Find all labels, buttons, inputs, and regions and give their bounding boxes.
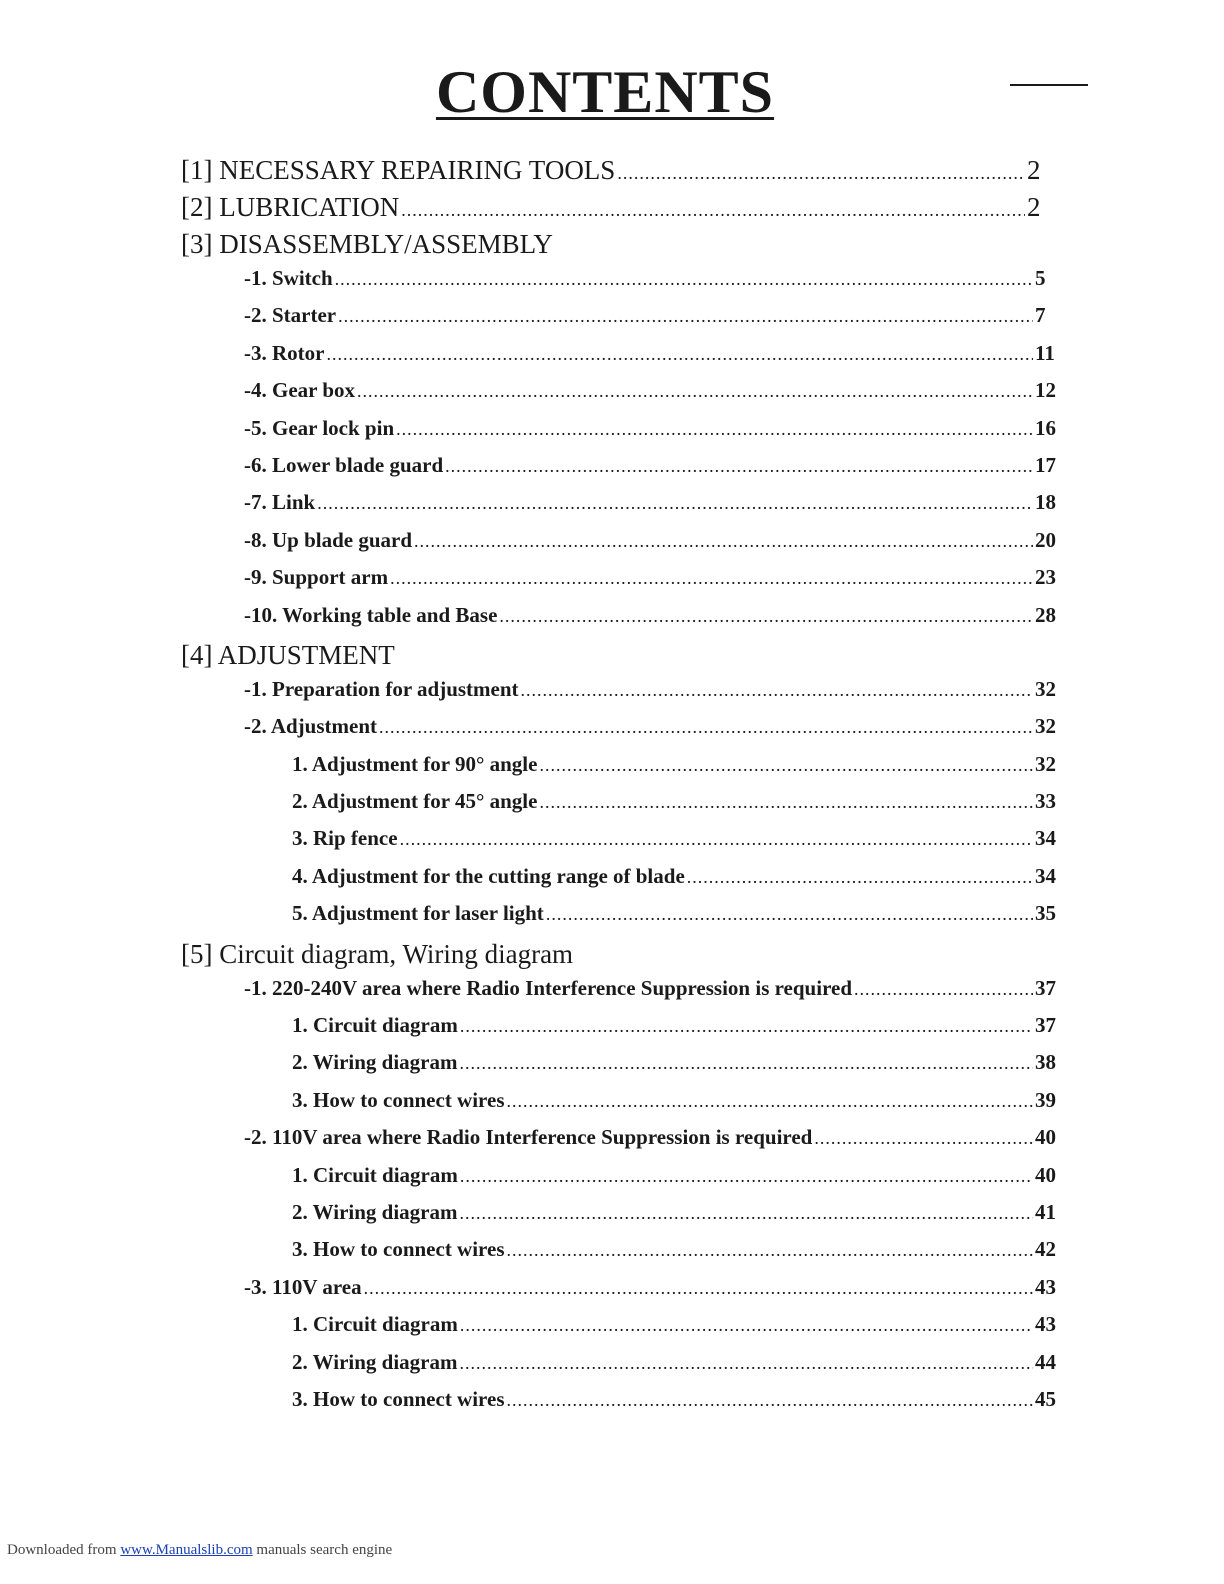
- toc-entry-page: 5: [1035, 266, 1046, 290]
- toc-entry-page: 12: [1035, 378, 1056, 403]
- toc-entry[interactable]: [0, 378, 1059, 415]
- toc-entry-page: 17: [1035, 452, 1056, 477]
- dot-leader: [335, 269, 1033, 290]
- toc-entry-page: 2: [1027, 192, 1041, 222]
- toc-entry-label: 1. Circuit diagram: [292, 1162, 458, 1187]
- toc-entry-label: -9. Support arm: [244, 565, 389, 590]
- dot-leader: [357, 381, 1033, 402]
- dot-leader: [854, 979, 1033, 1000]
- footer-suffix: manuals search engine: [256, 1542, 393, 1558]
- toc-entry-label: 5. Adjustment for laser light: [292, 901, 544, 926]
- toc-entry-label: -1. 220-240V area where Radio Interference Suppression is required: [244, 975, 853, 1000]
- toc-entry[interactable]: [0, 229, 1224, 266]
- toc-entry[interactable]: [0, 752, 1059, 789]
- toc-entry[interactable]: [0, 864, 1059, 901]
- toc-entry-label: -6. Lower blade guard: [244, 452, 444, 477]
- toc-entry[interactable]: [0, 1163, 1059, 1200]
- toc-entry-label: -2. Starter: [244, 303, 337, 328]
- toc-entry-page: 32: [1035, 714, 1056, 739]
- toc-entry[interactable]: [0, 155, 1051, 192]
- dot-leader: [521, 680, 1033, 701]
- toc-entry-label: [1] NECESSARY REPAIRING TOOLS: [181, 155, 616, 185]
- toc-entry-page: 37: [1035, 975, 1056, 1000]
- toc-entry[interactable]: [0, 490, 1059, 527]
- toc-entry-page: 35: [1035, 901, 1056, 926]
- dot-leader: [507, 1390, 1034, 1411]
- toc-entry-page: 23: [1035, 565, 1056, 590]
- toc-entry-label: 3. Rip fence: [292, 826, 398, 851]
- toc-entry-label: 2. Wiring diagram: [292, 1349, 458, 1374]
- toc-entry-page: 16: [1035, 415, 1056, 440]
- toc-entry-page: 39: [1035, 1087, 1056, 1112]
- dot-leader: [507, 1091, 1034, 1112]
- toc-entry[interactable]: [0, 1088, 1059, 1125]
- toc-entry[interactable]: [0, 640, 1224, 677]
- toc-entry[interactable]: [0, 1312, 1059, 1349]
- dot-leader: [539, 755, 1033, 776]
- dot-leader: [460, 1203, 1034, 1224]
- toc-entry-label: -3. Rotor: [244, 340, 325, 365]
- toc-entry-label: -5. Gear lock pin: [244, 415, 395, 440]
- toc-entry-page: 34: [1035, 826, 1056, 851]
- manualslib-link[interactable]: www.Manualslib.com: [120, 1542, 253, 1558]
- toc-entry[interactable]: [0, 453, 1059, 490]
- toc-entry-page: 45: [1035, 1386, 1056, 1411]
- corner-rule: [1010, 84, 1088, 86]
- dot-leader: [460, 1016, 1033, 1037]
- toc-entry[interactable]: [0, 901, 1059, 938]
- toc-entry[interactable]: [0, 1387, 1059, 1424]
- toc-entry-page: 7: [1035, 303, 1046, 328]
- dot-leader: [814, 1128, 1033, 1149]
- dot-leader: [617, 163, 1025, 184]
- toc-entry-page: 43: [1035, 1274, 1056, 1299]
- toc-entry-label: [4] ADJUSTMENT: [181, 639, 395, 670]
- toc-entry-label: 3. How to connect wires: [292, 1237, 505, 1262]
- dot-leader: [460, 1315, 1033, 1336]
- toc-entry-page: 44: [1035, 1349, 1056, 1374]
- toc-entry[interactable]: [0, 1200, 1059, 1237]
- dot-leader: [400, 829, 1033, 850]
- toc-entry-label: 1. Circuit diagram: [292, 1312, 458, 1337]
- toc-entry[interactable]: [0, 789, 1059, 826]
- toc-entry-page: 32: [1035, 751, 1056, 776]
- toc-entry-label: 4. Adjustment for the cutting range of blade: [292, 863, 685, 888]
- toc-entry[interactable]: [0, 1237, 1059, 1274]
- dot-leader: [546, 904, 1033, 925]
- dot-leader: [338, 306, 1033, 327]
- toc-entry-page: 43: [1035, 1312, 1056, 1337]
- toc-entry-label: 3. How to connect wires: [292, 1087, 505, 1112]
- toc-entry-label: 2. Adjustment for 45° angle: [292, 789, 538, 814]
- toc-entry[interactable]: [0, 1013, 1059, 1050]
- toc-entry-label: -10. Working table and Base: [244, 602, 498, 627]
- toc-entry-page: 42: [1035, 1237, 1056, 1262]
- toc-entry-page: 40: [1035, 1125, 1056, 1150]
- toc-entry[interactable]: [0, 416, 1059, 453]
- toc-entry-label: [5] Circuit diagram, Wiring diagram: [181, 938, 574, 969]
- dot-leader: [326, 344, 1033, 365]
- dot-leader: [317, 493, 1033, 514]
- toc-entry[interactable]: [0, 976, 1059, 1013]
- toc-entry-page: 33: [1035, 789, 1056, 814]
- toc-entry[interactable]: [0, 528, 1059, 565]
- toc-entry-page: 41: [1035, 1199, 1056, 1224]
- toc-entry-label: 1. Circuit diagram: [292, 1013, 458, 1038]
- toc-entry-label: -3. 110V area: [244, 1274, 362, 1299]
- toc-entry[interactable]: [0, 714, 1059, 751]
- dot-leader: [499, 606, 1033, 627]
- dot-leader: [379, 717, 1033, 738]
- toc-entry-page: 37: [1035, 1013, 1056, 1038]
- dot-leader: [390, 568, 1033, 589]
- toc-entry[interactable]: [0, 939, 1224, 976]
- dot-leader: [414, 531, 1033, 552]
- dot-leader: [460, 1166, 1033, 1187]
- toc-entry-page: 32: [1035, 676, 1056, 701]
- footer-prefix: Downloaded from: [7, 1542, 117, 1558]
- toc-entry[interactable]: [0, 677, 1059, 714]
- toc-entry-page: 34: [1035, 863, 1056, 888]
- toc-entry[interactable]: [0, 603, 1059, 640]
- footer: [7, 1542, 392, 1559]
- dot-leader: [507, 1240, 1034, 1261]
- toc-entry-label: -1. Switch: [244, 266, 333, 290]
- dot-leader: [364, 1278, 1033, 1299]
- toc-entry-page: 40: [1035, 1162, 1056, 1187]
- toc-entry-label: -4. Gear box: [244, 378, 356, 403]
- toc-entry[interactable]: [0, 1350, 1059, 1387]
- page-title: CONTENTS: [435, 59, 775, 125]
- table-of-contents: [0, 155, 1224, 1424]
- toc-entry[interactable]: [0, 266, 1059, 303]
- toc-entry[interactable]: [0, 303, 1059, 340]
- toc-entry[interactable]: [0, 341, 1059, 378]
- toc-entry-label: -7. Link: [244, 490, 316, 515]
- toc-entry-page: 18: [1035, 490, 1056, 515]
- toc-entry-label: 2. Wiring diagram: [292, 1199, 458, 1224]
- toc-entry-label: 2. Wiring diagram: [292, 1050, 458, 1075]
- toc-entry-label: [2] LUBRICATION: [181, 192, 400, 222]
- toc-entry-page: 11: [1035, 340, 1055, 365]
- toc-entry-label: -8. Up blade guard: [244, 527, 413, 552]
- toc-entry-page: 20: [1035, 527, 1056, 552]
- dot-leader: [687, 867, 1033, 888]
- dot-leader: [539, 792, 1033, 813]
- toc-entry-label: [3] DISASSEMBLY/ASSEMBLY: [181, 229, 553, 259]
- toc-entry-label: -2. 110V area where Radio Interference Suppression is required: [244, 1125, 813, 1150]
- toc-entry[interactable]: [0, 1275, 1059, 1312]
- toc-entry[interactable]: [0, 1125, 1059, 1162]
- toc-entry-label: -2. Adjustment: [244, 714, 378, 739]
- toc-entry[interactable]: [0, 192, 1051, 229]
- dot-leader: [445, 456, 1033, 477]
- dot-leader: [460, 1353, 1034, 1374]
- dot-leader: [396, 419, 1033, 440]
- dot-leader: [460, 1053, 1034, 1074]
- toc-entry-label: 3. How to connect wires: [292, 1386, 505, 1411]
- toc-entry-page: 2: [1027, 155, 1041, 185]
- toc-entry-label: -1. Preparation for adjustment: [244, 676, 519, 701]
- toc-entry[interactable]: [0, 1050, 1059, 1087]
- toc-entry-page: 38: [1035, 1050, 1056, 1075]
- toc-entry-page: 28: [1035, 602, 1056, 627]
- toc-entry[interactable]: [0, 826, 1059, 863]
- toc-entry[interactable]: [0, 565, 1059, 602]
- toc-entry-label: 1. Adjustment for 90° angle: [292, 751, 538, 776]
- dot-leader: [401, 200, 1025, 221]
